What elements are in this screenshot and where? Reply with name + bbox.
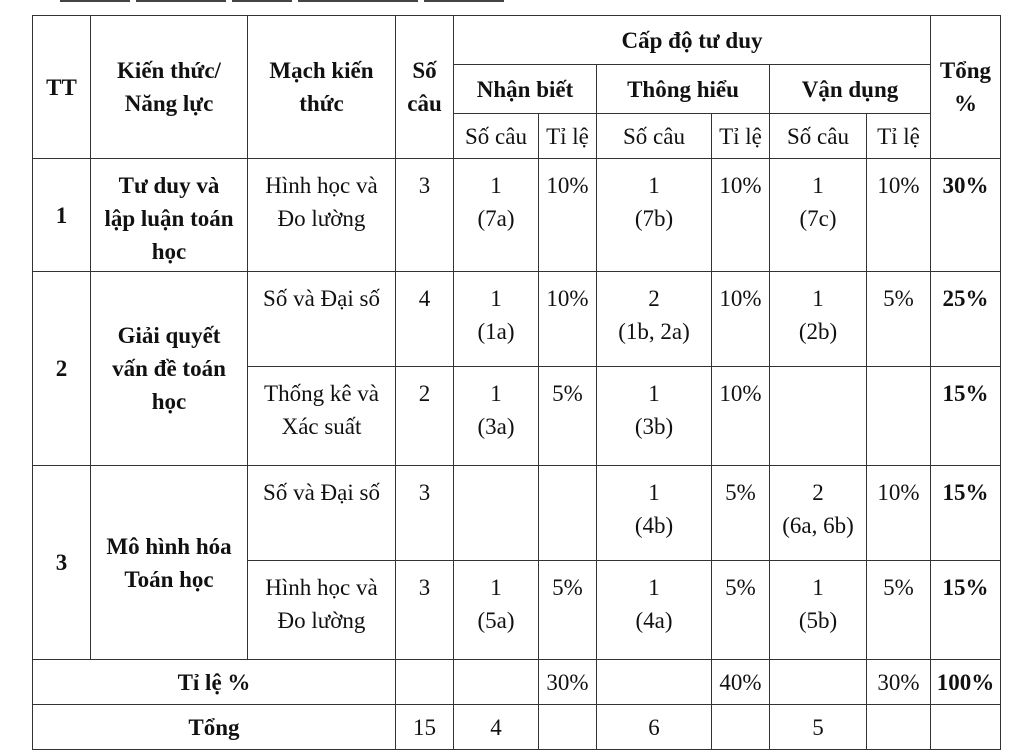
row-nb-ti-le: 10% xyxy=(539,272,597,367)
row-mach: Hình học và Đo lường xyxy=(248,159,396,272)
row-th-ti-le: 5% xyxy=(712,561,770,660)
row-vd-ti-le: 10% xyxy=(867,159,931,272)
row-nb-so-cau: 1 (5a) xyxy=(454,561,539,660)
table-row xyxy=(33,466,1001,561)
header-so-cau: Số câu xyxy=(396,16,454,159)
row-th-ti-le: 10% xyxy=(712,159,770,272)
row-tt: 1 xyxy=(33,159,91,272)
empty-cell xyxy=(770,660,867,705)
matrix-table xyxy=(32,15,1001,750)
row-nb-so-cau: 1 (7a) xyxy=(454,159,539,272)
row-th-ti-le: 10% xyxy=(712,272,770,367)
sub-so-cau: Số câu xyxy=(597,114,712,159)
empty-cell xyxy=(597,660,712,705)
row-nb-so-cau xyxy=(454,466,539,561)
ti-le-label: Tỉ lệ % xyxy=(33,660,396,705)
ti-le-tong: 100% xyxy=(931,660,1001,705)
row-vd-so-cau: 2 (6a, 6b) xyxy=(770,466,867,561)
row-so-cau: 4 xyxy=(396,272,454,367)
row-nb-so-cau: 1 (3a) xyxy=(454,367,539,466)
tong-row xyxy=(33,705,1001,750)
sub-so-cau: Số câu xyxy=(454,114,539,159)
sub-ti-le: Tỉ lệ xyxy=(539,114,597,159)
row-so-cau: 2 xyxy=(396,367,454,466)
ti-le-row xyxy=(33,660,1001,705)
empty-cell xyxy=(539,705,597,750)
header-van-dung: Vận dụng xyxy=(770,65,931,114)
row-vd-ti-le: 5% xyxy=(867,272,931,367)
header-mach-kien-thuc: Mạch kiến thức xyxy=(248,16,396,159)
row-vd-so-cau: 1 (5b) xyxy=(770,561,867,660)
row-th-so-cau: 1 (3b) xyxy=(597,367,712,466)
sub-ti-le: Tỉ lệ xyxy=(867,114,931,159)
row-nb-ti-le: 5% xyxy=(539,561,597,660)
sub-so-cau: Số câu xyxy=(770,114,867,159)
empty-cell xyxy=(454,660,539,705)
row-th-so-cau: 1 (4b) xyxy=(597,466,712,561)
row-so-cau: 3 xyxy=(396,466,454,561)
row-tong: 15% xyxy=(931,466,1001,561)
ti-le-nb: 30% xyxy=(539,660,597,705)
row-th-ti-le: 10% xyxy=(712,367,770,466)
row-th-so-cau: 1 (7b) xyxy=(597,159,712,272)
header-cap-do-tu-duy: Cấp độ tư duy xyxy=(454,16,931,65)
row-tong: 15% xyxy=(931,367,1001,466)
row-th-so-cau: 1 (4a) xyxy=(597,561,712,660)
row-kien-thuc: Tư duy và lập luận toán học xyxy=(91,159,248,272)
empty-cell xyxy=(931,705,1001,750)
empty-cell xyxy=(396,660,454,705)
tong-th: 6 xyxy=(597,705,712,750)
tong-label: Tổng xyxy=(33,705,396,750)
row-mach: Hình học và Đo lường xyxy=(248,561,396,660)
table-row xyxy=(33,159,1001,272)
row-kien-thuc: Mô hình hóa Toán học xyxy=(91,466,248,660)
row-tong: 30% xyxy=(931,159,1001,272)
row-th-ti-le: 5% xyxy=(712,466,770,561)
row-nb-ti-le xyxy=(539,466,597,561)
header-nhan-biet: Nhận biết xyxy=(454,65,597,114)
header-tong-percent: Tổng % xyxy=(931,16,1001,159)
row-tt: 2 xyxy=(33,272,91,466)
row-th-so-cau: 2 (1b, 2a) xyxy=(597,272,712,367)
row-nb-ti-le: 10% xyxy=(539,159,597,272)
row-tong: 15% xyxy=(931,561,1001,660)
row-nb-so-cau: 1 (1a) xyxy=(454,272,539,367)
header-tt: TT xyxy=(33,16,91,159)
row-nb-ti-le: 5% xyxy=(539,367,597,466)
empty-cell xyxy=(712,705,770,750)
row-mach: Số và Đại số xyxy=(248,272,396,367)
row-so-cau: 3 xyxy=(396,159,454,272)
sub-ti-le: Tỉ lệ xyxy=(712,114,770,159)
tong-so-cau: 15 xyxy=(396,705,454,750)
row-vd-so-cau: 1 (7c) xyxy=(770,159,867,272)
table-row xyxy=(33,272,1001,367)
cropped-text-fragment xyxy=(60,0,540,3)
row-so-cau: 3 xyxy=(396,561,454,660)
row-vd-ti-le: 5% xyxy=(867,561,931,660)
row-mach: Số và Đại số xyxy=(248,466,396,561)
empty-cell xyxy=(867,705,931,750)
tong-nb: 4 xyxy=(454,705,539,750)
row-kien-thuc: Giải quyết vấn đề toán học xyxy=(91,272,248,466)
row-tt: 3 xyxy=(33,466,91,660)
header-kien-thuc: Kiến thức/ Năng lực xyxy=(91,16,248,159)
row-vd-ti-le xyxy=(867,367,931,466)
row-tong: 25% xyxy=(931,272,1001,367)
ti-le-vd: 30% xyxy=(867,660,931,705)
tong-vd: 5 xyxy=(770,705,867,750)
row-mach: Thống kê và Xác suất xyxy=(248,367,396,466)
header-thong-hieu: Thông hiểu xyxy=(597,65,770,114)
row-vd-so-cau: 1 (2b) xyxy=(770,272,867,367)
ti-le-th: 40% xyxy=(712,660,770,705)
row-vd-ti-le: 10% xyxy=(867,466,931,561)
row-vd-so-cau xyxy=(770,367,867,466)
